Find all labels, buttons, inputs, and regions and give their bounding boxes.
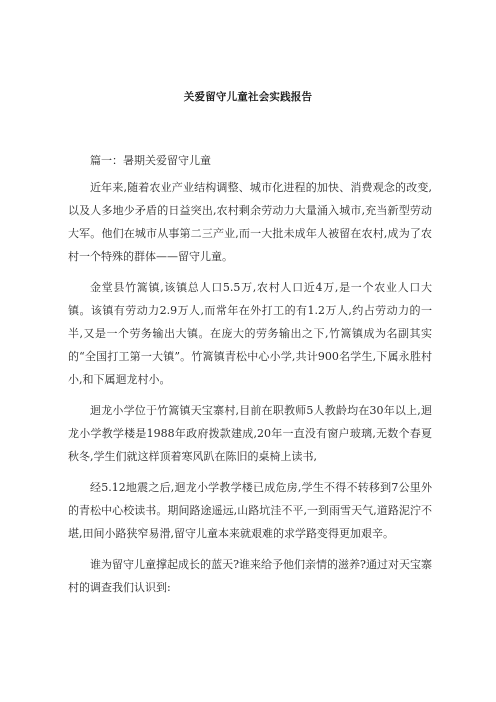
section-heading: 篇一：暑期关爱留守儿童 [90, 154, 211, 167]
document-title: 关爱留守儿童社会实践报告 [183, 91, 313, 103]
paragraph-1: 近年来,随着农业产业结构调整、城市化进程的加快、消费观念的改变,以及人多地少矛盾的日益突出,农村剩余劳动力大量涌入城市,充当新型劳动大军。他们在城市从事第二三产业,而一大批未成年人被留在农村,成为了农村一个特殊的群体——留守儿童。 [68, 181, 432, 263]
paragraph-2: 金堂县竹篙镇,该镇总人口5.5万,农村人口近4万,是一个农业人口大镇。该镇有劳动力2.9万人,而常年在外打工的有1.2万人,约占劳动力的一半,又是一个劳务输出大镇。在庞大的劳务输出之下,竹篙镇成为名副其实的“全国打工第一大镇”。竹篙镇青松中心小学,共计900名学生,下属永胜村小,和下属迴龙村小。 [68, 281, 432, 386]
paragraph-4: 经5.12地震之后,迴龙小学教学楼已成危房,学生不得不转移到7公里外的青松中心校读书。期间路途遥远,山路坑洼不平,一到雨雪天气,道路泥泞不堪,田间小路狭窄易滑,留守儿童本来就艰难的求学路变得更加艰辛。 [68, 481, 432, 540]
paragraph-3: 迴龙小学位于竹篙镇天宝寨村,目前在职教师5人教龄均在30年以上,迴龙小学教学楼是1988年政府拨款建成,20年一直没有窗户玻璃,无数个春夏秋冬,学生们就这样顶着寒风趴在陈旧的桌椅上读书, [68, 404, 432, 463]
paragraph-5: 谁为留守儿童撑起成长的蓝天?谁来给予他们亲情的滋养?通过对天宝寨村的调查我们认识到: [68, 558, 432, 594]
document-body [68, 176, 432, 607]
